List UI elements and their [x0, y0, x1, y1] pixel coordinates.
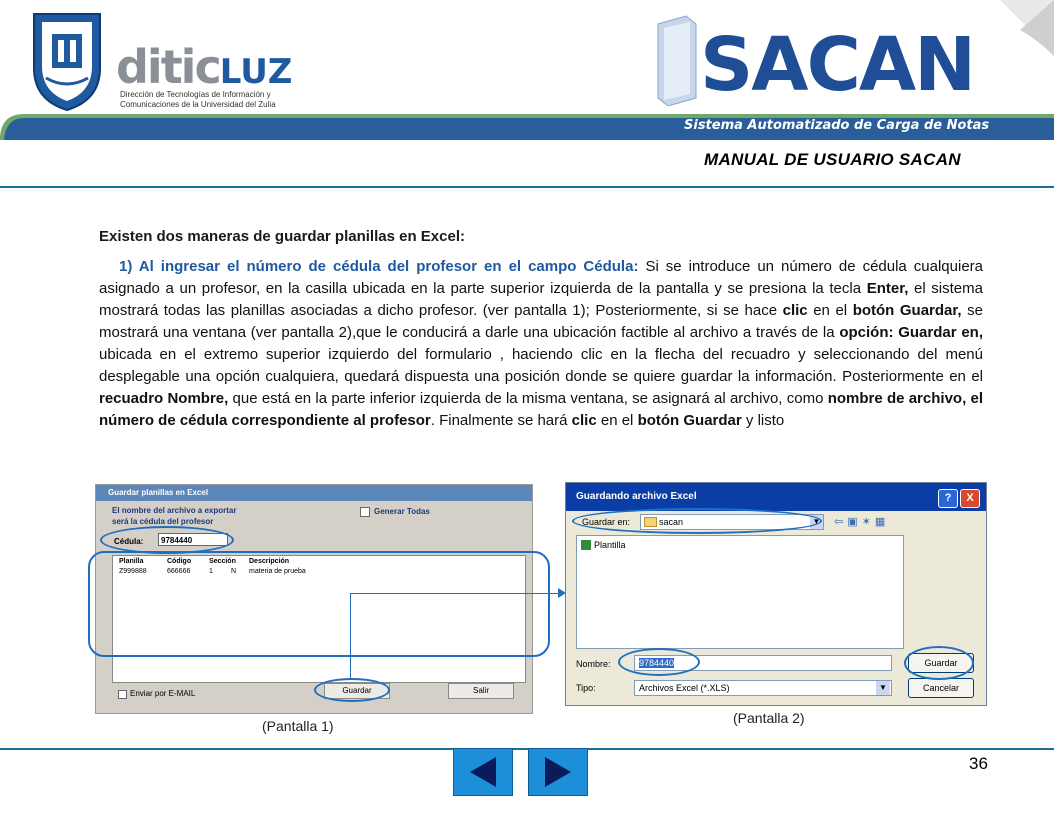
- info-line-2: será la cédula del profesor: [112, 517, 214, 526]
- table-cell: N: [231, 568, 237, 575]
- caption-pantalla-1: (Pantalla 1): [262, 718, 334, 734]
- paragraph-text: el sistema mostrará todas las planillas asociadas a dicho profesor. (ver pantalla 1); Posteriormente, si se hace: [99, 280, 983, 319]
- university-seal-logo: [28, 8, 106, 112]
- nombre-value: 9784440: [639, 658, 675, 668]
- ditic-wordmark: ditic: [116, 40, 220, 94]
- paragraph-text: en el: [596, 412, 638, 429]
- intro-heading: Existen dos maneras de guardar planillas en Excel:: [99, 228, 465, 245]
- guardar-en-select[interactable]: sacan: [640, 514, 824, 530]
- generar-todas-label: Generar Todas: [374, 507, 430, 516]
- cedula-input[interactable]: 9784440: [158, 533, 228, 546]
- table-cell: 1: [209, 568, 213, 575]
- table-cell: Z999888: [119, 568, 147, 575]
- column-header: Descripción: [249, 558, 290, 565]
- luz-wordmark: LUZ: [219, 52, 293, 92]
- manual-title: MANUAL DE USUARIO SACAN: [704, 150, 961, 169]
- nombre-label: Nombre:: [576, 659, 611, 669]
- recuadro-nombre-text: recuadro Nombre,: [99, 390, 229, 407]
- paragraph-text: . Finalmente se hará: [430, 412, 572, 429]
- guardar-button[interactable]: Guardar: [908, 653, 974, 673]
- column-header: Sección: [209, 558, 236, 565]
- clic-text: clic: [571, 412, 597, 429]
- arrow-left-icon: [454, 749, 512, 795]
- page-number: 36: [969, 754, 988, 773]
- guardar-button[interactable]: Guardar: [324, 683, 390, 699]
- file-list[interactable]: [576, 535, 904, 649]
- email-label: Enviar por E-MAIL: [130, 689, 196, 698]
- paragraph-lead: 1) Al ingresar el número de cédula del profesor en el campo Cédula:: [119, 258, 639, 275]
- dialog-title: Guardando archivo Excel: [566, 483, 986, 511]
- paragraph-text: se mostrará una ventana (ver pantalla 2),que le conducirá a darle una ubicación factible al archivo a través de la: [99, 302, 983, 341]
- guardar-en-label: Guardar en:: [582, 517, 631, 527]
- dialog-title: Guardar planillas en Excel: [96, 485, 532, 501]
- footer-divider: [0, 748, 1054, 750]
- info-line-1: El nombre del archivo a exportar: [112, 506, 237, 515]
- paragraph-text: que está en la parte inferior izquierda de la misma ventana, se asignará al archivo, como: [228, 390, 828, 407]
- paragraph-text: Si se introduce un número de cédula cualquiera asignado a un profesor, en la casilla ubicada en la parte superior izquierda de la pantalla y se presiona la tecla: [99, 258, 983, 297]
- email-checkbox[interactable]: [118, 690, 127, 699]
- sacan-subtitle: Sistema Automatizado de Carga de Notas: [684, 118, 990, 133]
- ditic-luz-logo: [116, 40, 326, 122]
- sacan-title: SACAN: [700, 22, 975, 108]
- cancelar-button[interactable]: Cancelar: [908, 678, 974, 698]
- enter-key-text: Enter,: [866, 280, 909, 297]
- column-header: Código: [167, 558, 192, 565]
- chevron-down-icon[interactable]: ▼: [876, 681, 890, 695]
- guardar-en-highlight-ellipse: [572, 508, 822, 534]
- opcion-guardar-en-text: opción: Guardar en,: [839, 324, 983, 341]
- chevron-down-icon[interactable]: ▼: [810, 515, 823, 529]
- folder-icon: [656, 14, 700, 111]
- guardar-highlight-ellipse: [314, 678, 390, 702]
- column-header: Planilla: [119, 558, 144, 565]
- nombre-highlight-ellipse: [618, 648, 700, 676]
- caption-pantalla-2: (Pantalla 2): [733, 710, 805, 726]
- ditic-subtitle-line1: Dirección de Tecnologías de Información y: [120, 90, 271, 99]
- arrow-right-icon: [529, 749, 587, 795]
- previous-page-button[interactable]: [453, 748, 513, 796]
- nombre-archivo-text: nombre de archivo, el número de cédula correspondiente al profesor: [99, 390, 984, 429]
- connector-line-vertical: [350, 593, 351, 679]
- table-cell: 666666: [167, 568, 191, 575]
- ditic-subtitle-line2: Comunicaciones de la Universidad del Zulia: [120, 100, 276, 109]
- connector-line-horizontal: [350, 593, 560, 594]
- boton-guardar-text: botón Guardar,: [852, 302, 962, 319]
- cedula-label: Cédula:: [114, 537, 144, 546]
- guardar-button-highlight-ellipse: [904, 646, 974, 680]
- generar-todas-checkbox[interactable]: [360, 507, 370, 517]
- excel-file-icon: [581, 540, 591, 550]
- salir-button[interactable]: Salir: [448, 683, 514, 699]
- header-divider: [0, 186, 1054, 188]
- boton-guardar-text: botón Guardar: [637, 412, 742, 429]
- body-paragraph: [99, 256, 983, 432]
- clic-text: clic: [782, 302, 808, 319]
- tipo-label: Tipo:: [576, 683, 596, 693]
- next-page-button[interactable]: [528, 748, 588, 796]
- table-cell: materia de prueba: [249, 568, 306, 575]
- page-curl-decoration: [1000, 0, 1054, 61]
- cedula-highlight-ellipse: [100, 526, 234, 554]
- tipo-select[interactable]: Archivos Excel (*.XLS): [634, 680, 892, 696]
- close-button[interactable]: X: [960, 489, 980, 508]
- paragraph-text: ubicada en el extremo superior izquierdo del formulario , haciendo clic en la flecha del recuadro y seleccionando del menú desplegable una opción cualquiera, quedará dispuesta una posición donde se quiere guardar la información. Posteriormente en el: [99, 346, 983, 385]
- connector-arrowhead: [558, 588, 566, 598]
- toolbar-icons[interactable]: ⇦▣✶▦: [834, 516, 890, 528]
- help-button[interactable]: ?: [938, 489, 958, 508]
- paragraph-text: y listo: [741, 412, 785, 429]
- table-highlight-box: [88, 551, 550, 657]
- file-item[interactable]: Plantilla: [594, 540, 626, 550]
- paragraph-text: en el: [807, 302, 853, 319]
